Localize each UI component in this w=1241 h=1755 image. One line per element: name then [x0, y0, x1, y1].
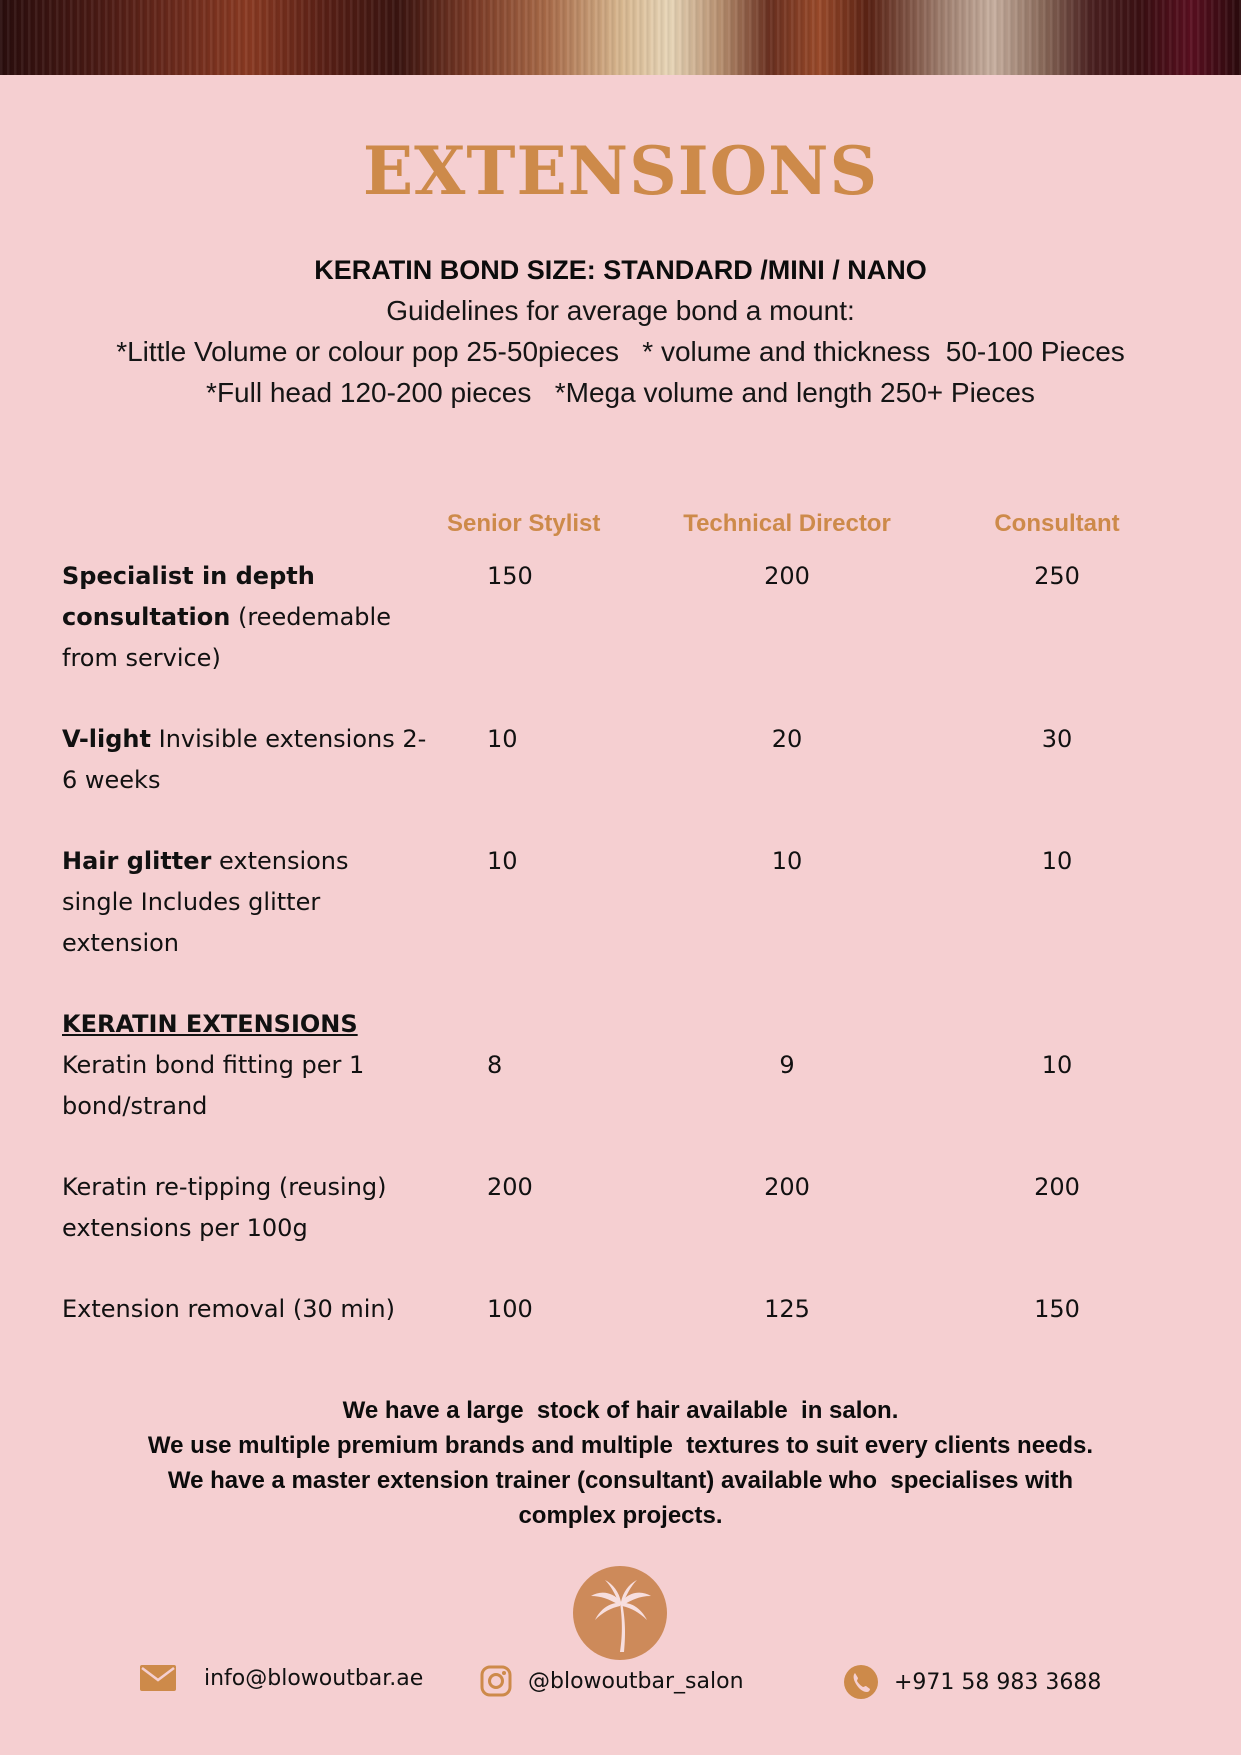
bond-size-heading: KERATIN BOND SIZE: STANDARD /MINI / NANO	[314, 255, 927, 285]
price-technical-director: 200	[764, 562, 810, 590]
guidelines-line-1: *Little Volume or colour pop 25-50pieces * volume and thickness 50-100 Pieces	[116, 336, 1125, 367]
contact-row	[0, 1665, 1241, 1705]
guidelines-heading: Guidelines for average bond a mount:	[386, 295, 855, 326]
price-technical-director: 20	[771, 725, 803, 753]
price-consultant	[932, 1004, 1182, 1167]
contact-phone[interactable]	[844, 1665, 1101, 1699]
price-senior-stylist: 150	[487, 562, 533, 590]
service-description	[62, 719, 427, 841]
footer-note	[0, 1393, 1241, 1533]
price-consultant: 10	[1041, 847, 1073, 875]
contact-email[interactable]	[140, 1665, 423, 1691]
phone-number[interactable]: +971 58 983 3688	[894, 1669, 1102, 1695]
service-description: Extension removal (30 min)	[62, 1295, 395, 1323]
price-senior-stylist: 200	[487, 1173, 533, 1201]
table-row	[62, 719, 1182, 841]
table-row	[62, 556, 1182, 719]
service-name: Specialist in depth consultation	[62, 562, 315, 631]
contact-instagram[interactable]	[480, 1665, 744, 1697]
table-row	[62, 1167, 1182, 1289]
phone-icon	[844, 1665, 878, 1699]
intro-block	[0, 250, 1241, 413]
column-header-consultant: Consultant	[994, 510, 1120, 537]
price-senior-stylist: 10	[487, 725, 518, 753]
price-technical-director: 125	[764, 1295, 810, 1323]
page-title: EXTENSIONS	[362, 132, 879, 210]
price-consultant: 250	[1034, 562, 1080, 590]
table-header-row	[62, 510, 1182, 556]
table-row	[62, 1004, 1182, 1167]
service-name: Hair glitter	[62, 847, 212, 875]
email-link[interactable]: info@blowoutbar.ae	[204, 1665, 424, 1691]
guidelines-line-2: *Full head 120-200 pieces *Mega volume and length 250+ Pieces	[206, 377, 1035, 408]
price-senior-stylist	[427, 1004, 642, 1167]
price-technical-director: 10	[771, 847, 803, 875]
instagram-icon	[480, 1665, 512, 1697]
price-consultant: 150	[1034, 1295, 1080, 1323]
header-blank	[62, 510, 427, 556]
column-header-senior-stylist: Senior Stylist	[447, 510, 601, 537]
service-description: Keratin re-tipping (reusing) extensions per 100g	[62, 1173, 387, 1242]
service-detail: (reedemable from service)	[62, 603, 391, 672]
footer-line-3: We have a master extension trainer (consultant) available who specialises with	[167, 1467, 1074, 1494]
price-value: 10	[1041, 1051, 1073, 1079]
price-technical-director: 200	[764, 1173, 810, 1201]
service-description	[62, 556, 427, 719]
service-name: V-light	[62, 725, 151, 753]
section-heading-keratin: KERATIN EXTENSIONS	[62, 1010, 358, 1038]
service-detail: extensions single Includes glitter extension	[62, 847, 349, 957]
footer-line-2: We use multiple premium brands and multiple textures to suit every clients needs.	[147, 1432, 1094, 1459]
service-description	[62, 1004, 427, 1167]
price-consultant: 30	[1041, 725, 1073, 753]
palm-tree-icon	[573, 1566, 667, 1660]
service-detail: Invisible extensions 2-6 weeks	[62, 725, 427, 794]
footer-line-4: complex projects.	[518, 1502, 723, 1529]
service-description	[62, 841, 427, 1004]
envelope-icon	[140, 1665, 176, 1691]
footer-line-1: We have a large stock of hair available in salon.	[342, 1397, 899, 1424]
price-value: 9	[779, 1051, 795, 1079]
price-table	[62, 510, 1182, 1370]
price-senior-stylist: 100	[487, 1295, 533, 1323]
price-senior-stylist: 10	[487, 847, 518, 875]
table-row	[62, 1289, 1182, 1370]
service-detail: Keratin bond fitting per 1 bond/strand	[62, 1051, 365, 1120]
table-row	[62, 841, 1182, 1004]
hair-banner-image	[0, 0, 1241, 75]
price-technical-director	[642, 1004, 932, 1167]
price-consultant: 200	[1034, 1173, 1080, 1201]
instagram-handle[interactable]: @blowoutbar_salon	[528, 1668, 744, 1694]
column-header-technical-director: Technical Director	[683, 510, 891, 537]
price-value: 8	[487, 1051, 503, 1079]
